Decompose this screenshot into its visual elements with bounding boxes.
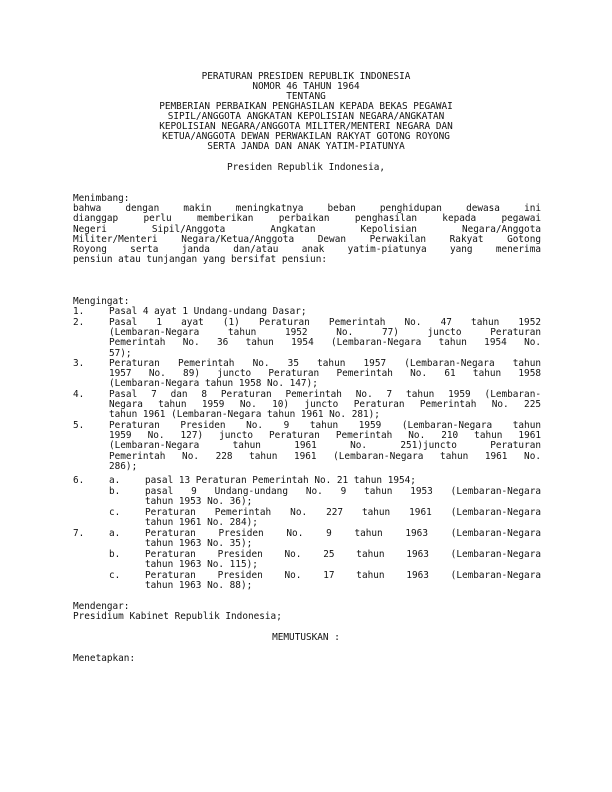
doc-title: PERATURAN PRESIDEN REPUBLIK INDONESIA — [201, 71, 411, 82]
doc-tentang: TENTANG — [286, 91, 326, 102]
mengingat-subitem — [145, 487, 541, 507]
mengingat-item-4 — [109, 390, 541, 421]
mengingat-item-line: tahun 1963 No. 35); — [145, 538, 253, 550]
mengingat-item-line: Pasal 1 ayat (1) Peraturan Pemerintah No. 47 tahun 1952 — [109, 317, 541, 328]
doc-subject-line: SERTA JANDA DAN ANAK YATIM-PIATUNYA — [207, 141, 405, 152]
mengingat-item-number: 5. — [73, 420, 85, 431]
doc-number: NOMOR 46 TAHUN 1964 — [252, 81, 360, 92]
mengingat-item-line: Negara tahun 1959 No. 10) juncto Peraturan Pemerintah No. 225 — [109, 399, 541, 411]
mengingat-label: Mengingat: — [73, 296, 130, 307]
doc-subject-line: SIPIL/ANGGOTA ANGKATAN KEPOLISIAN NEGARA/ANGKATAN — [167, 111, 445, 122]
menimbang-line: dianggap perlu memberikan perbaikan penghasilan kepada pegawai — [73, 213, 541, 225]
mengingat-item-line: (Lembaran-Negara tahun 1952 No. 77) juncto Peraturan — [109, 327, 541, 339]
mengingat-subitem — [145, 571, 541, 591]
mengingat-item-3 — [109, 359, 541, 390]
menimbang-label: Menimbang: — [73, 193, 130, 204]
menimbang-line: Negeri Sipil/Anggota Angkatan Kepolisian Negara/Anggota — [73, 223, 541, 235]
mengingat-item-line: Pemerintah No. 228 tahun 1961 (Lembaran-Negara tahun 1961 No. — [109, 450, 541, 462]
mengingat-item-number: 4. — [73, 389, 85, 400]
sub-item-letter: b. — [109, 486, 121, 497]
mengingat-item-line: Pasal 7 dan 8 Peraturan Pemerintah No. 7 tahun 1959 (Lembaran- — [109, 389, 541, 400]
menimbang-section — [73, 194, 541, 265]
memutuskan-heading: MEMUTUSKAN : — [272, 632, 340, 643]
sub-item-letter: c. — [109, 507, 121, 518]
doc-subject-line: KETUA/ANGGOTA DEWAN PERWAKILAN RAKYAT GOTONG ROYONG — [162, 131, 450, 142]
mengingat-subitem — [145, 529, 541, 549]
mengingat-item-number: 3. — [73, 358, 85, 369]
mengingat-item-line: (Lembaran-Negara tahun 1961 No. 251)juncto Peraturan — [109, 440, 541, 452]
mengingat-item-1 — [109, 307, 541, 317]
sub-item-letter: a. — [109, 528, 121, 539]
sub-item-letter: b. — [109, 549, 121, 560]
mengingat-item-line: tahun 1963 No. 115); — [145, 559, 258, 571]
mengingat-item-line: pasal 9 Undang-undang No. 9 tahun 1953 (Lembaran-Negara — [145, 486, 541, 497]
mendengar-text: Presidium Kabinet Republik Indonesia; — [73, 611, 282, 622]
doc-subject-line: KEPOLISIAN NEGARA/ANGGOTA MILITER/MENTERI NEGARA DAN — [159, 121, 453, 132]
mengingat-item-line: tahun 1961 (Lembaran-Negara tahun 1961 No. 281); — [109, 409, 380, 421]
mengingat-item-line: Peraturan Presiden No. 9 tahun 1959 (Lembaran-Negara tahun — [109, 420, 541, 431]
menimbang-line: Royong serta janda dan/atau anak yatim-piatunya yang menerima — [73, 244, 541, 256]
menimbang-line: bahwa dengan makin meningkatnya beban penghidupan dewasa ini — [73, 203, 541, 215]
mengingat-subitem — [145, 476, 541, 486]
mengingat-item-line: tahun 1963 No. 88); — [145, 580, 253, 592]
mengingat-item-line: pasal 13 Peraturan Pemerintah No. 21 tahun 1954; — [145, 475, 416, 486]
menimbang-line: Militer/Menteri Negara/Ketua/Anggota Dewan Perwakilan Rakyat Gotong — [73, 233, 541, 245]
mengingat-item-line: Peraturan Presiden No. 17 tahun 1963 (Lembaran-Negara — [145, 570, 541, 581]
mengingat-item-line: Peraturan Presiden No. 9 tahun 1963 (Lembaran-Negara — [145, 528, 541, 539]
mengingat-item-number: 6. — [73, 475, 85, 486]
menetapkan-label: Menetapkan: — [73, 653, 136, 664]
mengingat-item-number: 2. — [73, 317, 85, 328]
doc-subject-line: PEMBERIAN PERBAIKAN PENGHASILAN KEPADA BEKAS PEGAWAI — [159, 101, 453, 112]
mengingat-item-line: Peraturan Pemerintah No. 227 tahun 1961 (Lembaran-Negara — [145, 507, 541, 518]
mengingat-item-line: Pasal 4 ayat 1 Undang-undang Dasar; — [109, 306, 307, 317]
mengingat-item-line: Pemerintah No. 36 tahun 1954 (Lembaran-Negara tahun 1954 No. — [109, 337, 541, 349]
mengingat-item-number: 1. — [73, 306, 85, 317]
mengingat-item-line: 1959 No. 127) juncto Peraturan Pemerintah No. 210 tahun 1961 — [109, 430, 541, 442]
mengingat-item-2 — [109, 318, 541, 359]
mengingat-item-line: (Lembaran-Negara tahun 1958 No. 147); — [109, 378, 318, 390]
mengingat-item-line: tahun 1961 No. 284); — [145, 517, 258, 529]
sub-item-letter: c. — [109, 570, 121, 581]
mengingat-item-line: 1957 No. 89) juncto Peraturan Pemerintah No. 61 tahun 1958 — [109, 368, 541, 380]
sub-item-letter: a. — [109, 475, 121, 486]
mengingat-item-line: 286); — [109, 460, 138, 472]
mengingat-item-line: Peraturan Pemerintah No. 35 tahun 1957 (Lembaran-Negara tahun — [109, 358, 541, 369]
menimbang-line: pensiun atau tunjangan yang bersifat pensiun: — [73, 254, 327, 266]
mendengar-label: Mendengar: — [73, 601, 130, 612]
mengingat-subitem — [145, 508, 541, 528]
mengingat-item-line: tahun 1953 No. 36); — [145, 496, 253, 508]
mengingat-item-5 — [109, 421, 541, 472]
president-line: Presiden Republik Indonesia, — [226, 162, 386, 173]
mengingat-item-line: Peraturan Presiden No. 25 tahun 1963 (Lembaran-Negara — [145, 549, 541, 560]
mengingat-subitem — [145, 550, 541, 570]
mengingat-item-line: 57); — [109, 347, 132, 359]
mengingat-item-number: 7. — [73, 528, 85, 539]
